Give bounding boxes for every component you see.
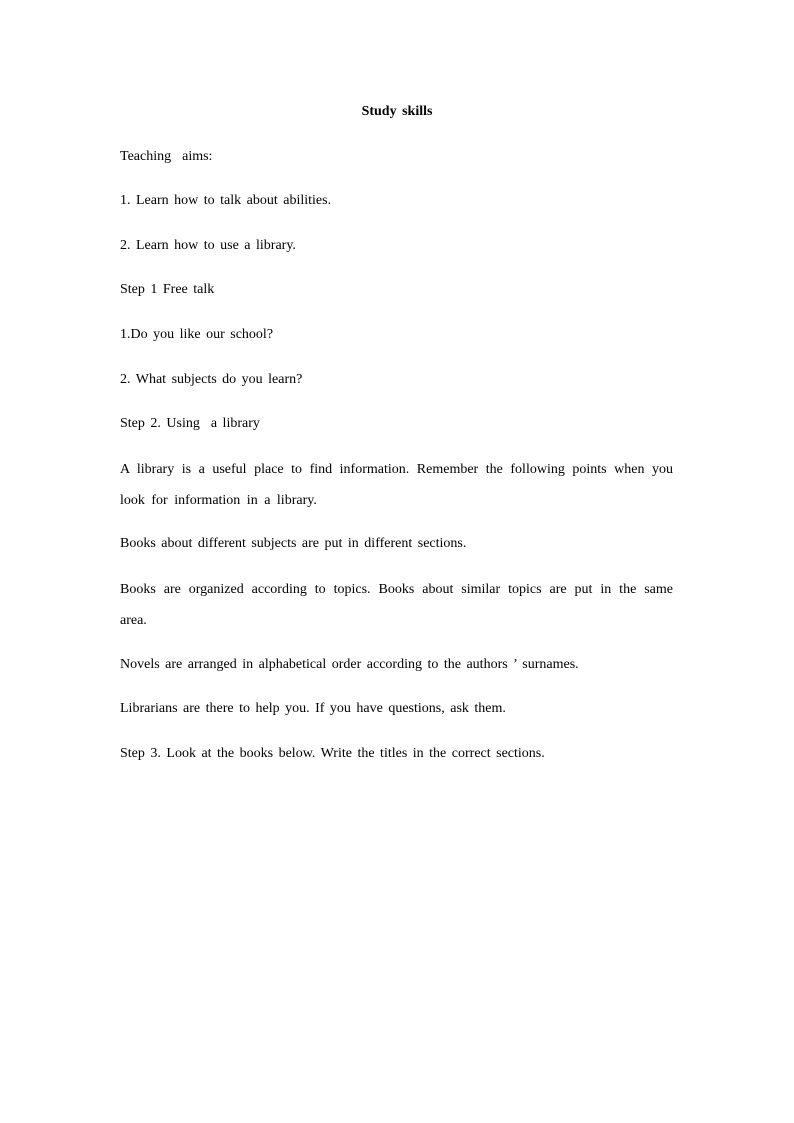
library-intro-paragraph: A library is a useful place to find information. Remember the following points when you look for information in a library.	[120, 462, 673, 508]
step-1-heading: Step 1 Free talk	[120, 282, 215, 297]
point-librarians: Librarians are there to help you. If you have questions, ask them.	[120, 701, 506, 716]
aim-1: 1. Learn how to talk about abilities.	[120, 193, 332, 208]
aim-2: 2. Learn how to use a library.	[120, 238, 296, 253]
point-novels: Novels are arranged in alphabetical order according to the authors ’ surnames.	[120, 657, 579, 672]
point-sections: Books about different subjects are put in different sections.	[120, 536, 467, 551]
question-1: 1.Do you like our school?	[120, 327, 274, 342]
point-topics-paragraph: Books are organized according to topics. Books about similar topics are put in the same area.	[120, 582, 673, 628]
step-3-heading: Step 3. Look at the books below. Write the titles in the correct sections.	[120, 746, 545, 761]
teaching-aims-heading: Teaching aims:	[120, 149, 213, 164]
step-2-heading: Step 2. Using a library	[120, 416, 260, 431]
question-2: 2. What subjects do you learn?	[120, 372, 303, 387]
document-title: Study skills	[361, 104, 433, 119]
